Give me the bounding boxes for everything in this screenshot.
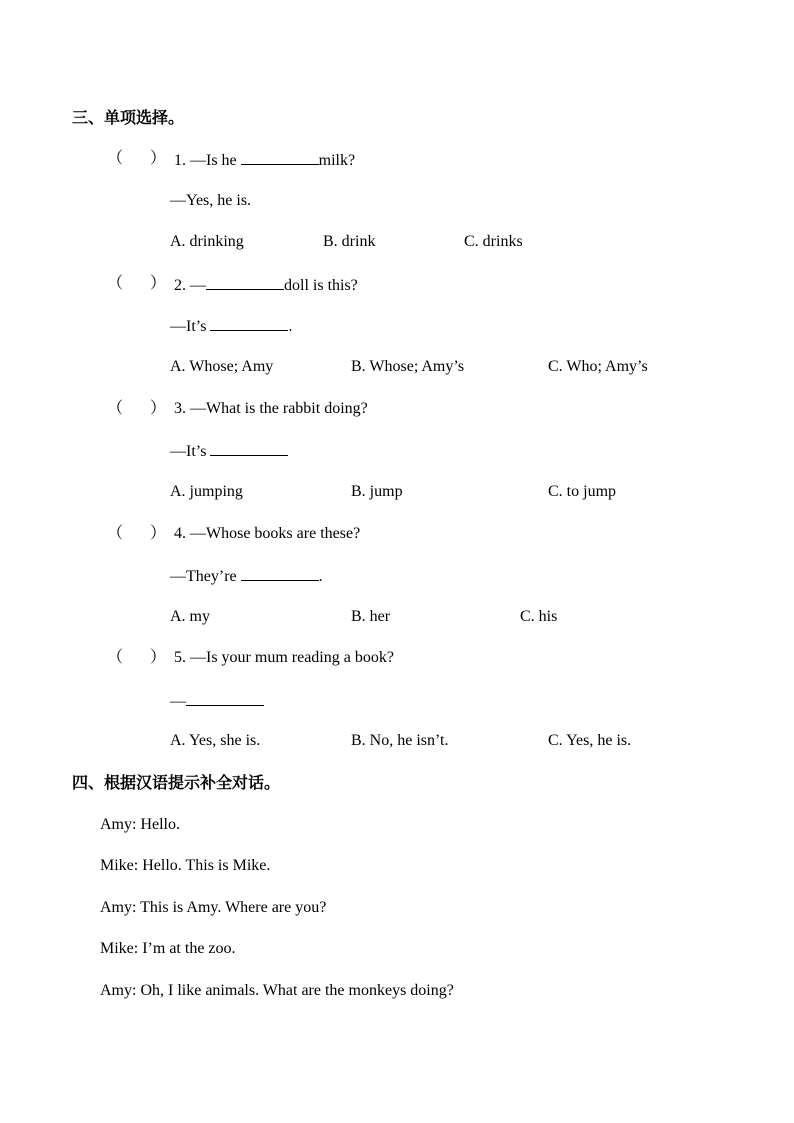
- answer-paren-open: （: [107, 400, 124, 417]
- question-stem: [174, 524, 360, 544]
- question-response: [170, 315, 292, 337]
- question-response: [170, 191, 251, 211]
- stem-text-pre: 5. —Is your mum reading a book?: [174, 649, 394, 666]
- section-4-title: 四、根据汉语提示补全对话。: [72, 773, 281, 792]
- response-blank[interactable]: [186, 690, 264, 706]
- answer-paren-open: （: [107, 275, 124, 292]
- option-b: B. drink: [323, 233, 376, 250]
- dialogue-line-5: Amy: Oh, I like animals. What are the monkeys doing?: [100, 982, 454, 999]
- option-b: B. her: [351, 608, 391, 625]
- dialogue-line-4: Mike: I’m at the zoo.: [100, 940, 236, 957]
- answer-paren-open: （: [107, 649, 124, 666]
- response-text-post: .: [288, 318, 293, 335]
- stem-text-post: doll is this?: [284, 277, 358, 294]
- section-3-title: 三、单项选择。: [72, 108, 185, 127]
- answer-paren-close: ）: [150, 525, 167, 542]
- question-stem: [174, 149, 355, 171]
- response-text-pre: —It’s: [170, 318, 211, 335]
- response-text-post: .: [318, 568, 323, 585]
- answer-blank[interactable]: [241, 149, 319, 165]
- stem-text-post: milk?: [318, 152, 356, 169]
- response-text-pre: —It’s: [170, 443, 211, 460]
- question-response: [170, 565, 323, 587]
- answer-paren-close: ）: [150, 400, 167, 417]
- option-a: A. Yes, she is.: [170, 732, 261, 749]
- stem-text-pre: 2. —: [174, 277, 206, 294]
- option-a: A. jumping: [170, 483, 243, 500]
- stem-text-pre: 1. —Is he: [174, 152, 241, 169]
- question-stem: [174, 274, 358, 296]
- dialogue-line-1: Amy: Hello.: [100, 816, 180, 833]
- stem-text-pre: 3. —What is the rabbit doing?: [174, 400, 368, 417]
- option-c: C. to jump: [548, 483, 617, 500]
- question-stem: [174, 399, 368, 419]
- option-c: C. his: [520, 608, 558, 625]
- dialogue-line-3: Amy: This is Amy. Where are you?: [100, 899, 327, 916]
- response-blank[interactable]: [210, 315, 288, 331]
- option-a: A. Whose; Amy: [170, 358, 274, 375]
- answer-blank[interactable]: [206, 274, 284, 290]
- stem-text-pre: 4. —Whose books are these?: [174, 525, 361, 542]
- answer-paren-open: （: [107, 150, 124, 167]
- answer-paren-close: ）: [150, 150, 167, 167]
- response-blank[interactable]: [241, 565, 319, 581]
- response-blank[interactable]: [210, 440, 288, 456]
- option-b: B. Whose; Amy’s: [351, 358, 465, 375]
- question-response: [170, 440, 288, 462]
- option-b: B. No, he isn’t.: [351, 732, 449, 749]
- answer-paren-open: （: [107, 525, 124, 542]
- response-text-pre: —: [170, 693, 186, 710]
- question-stem: [174, 648, 394, 668]
- response-text-pre: —Yes, he is.: [170, 192, 252, 209]
- answer-paren-close: ）: [150, 275, 167, 292]
- question-response: [170, 690, 264, 712]
- option-a: A. drinking: [170, 233, 244, 250]
- option-c: C. drinks: [464, 233, 523, 250]
- answer-paren-close: ）: [150, 649, 167, 666]
- option-c: C. Who; Amy’s: [548, 358, 648, 375]
- option-c: C. Yes, he is.: [548, 732, 632, 749]
- response-text-pre: —They’re: [170, 568, 241, 585]
- option-a: A. my: [170, 608, 210, 625]
- dialogue-line-2: Mike: Hello. This is Mike.: [100, 857, 271, 874]
- option-b: B. jump: [351, 483, 403, 500]
